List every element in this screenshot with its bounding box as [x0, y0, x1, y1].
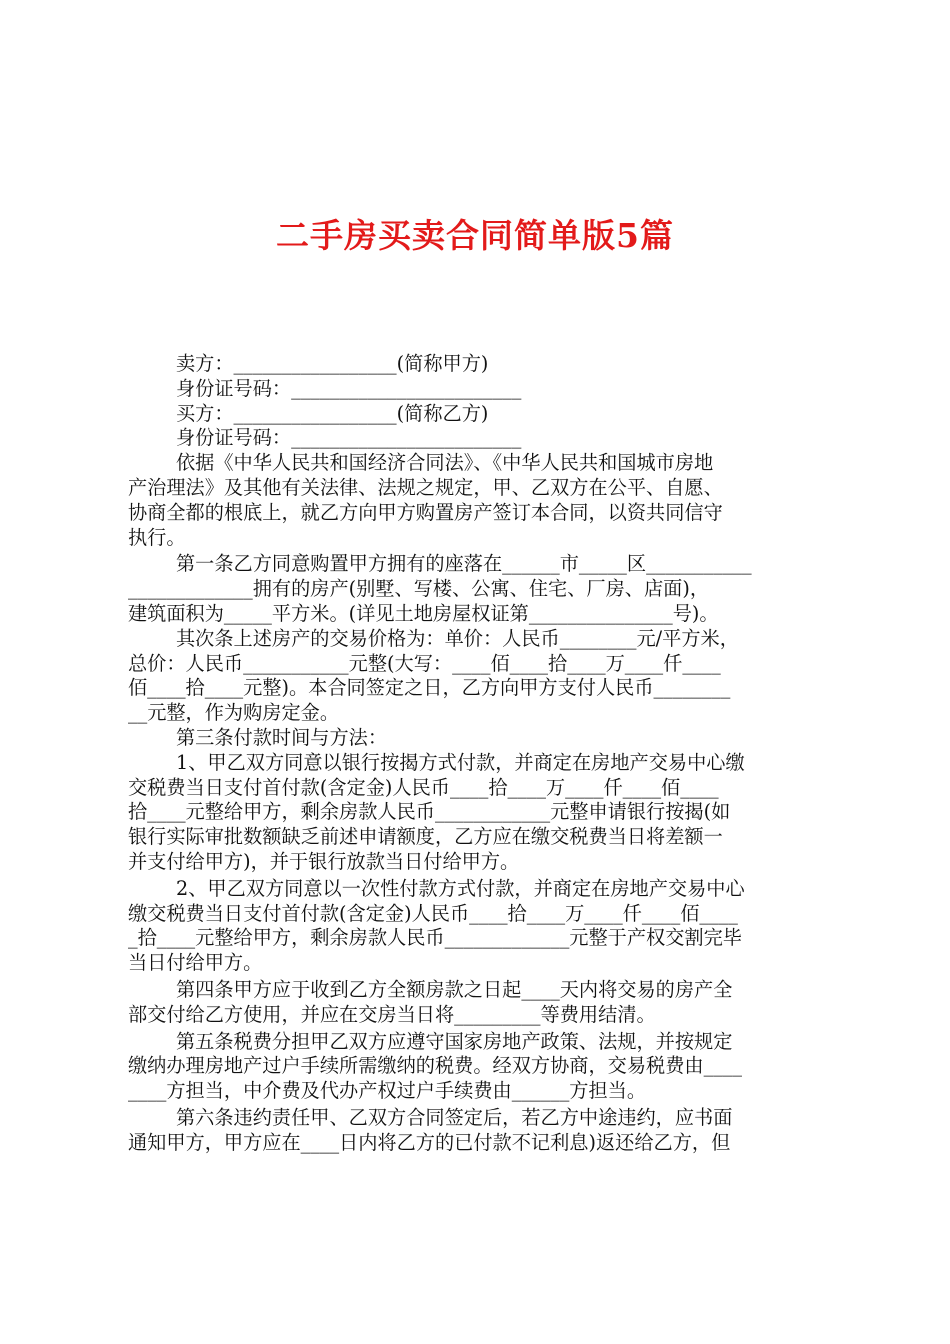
- preamble-line: 产治理法》及其他有关法律、法规之规定，甲、乙双方在公平、自愿、: [128, 475, 723, 499]
- article-5-line: ____方担当，中介费及代办产权过户手续费由______方担当。: [128, 1079, 647, 1103]
- article-2-line: 总价：人民币___________元整(大写：____佰____拾____万____仟____: [128, 651, 721, 675]
- article-3-item-2-line: 2、甲乙双方同意以一次性付款方式付款，并商定在房地产交易中心: [176, 876, 745, 900]
- article-6-line: 通知甲方，甲方应在____日内将乙方的已付款不记利息)返还给乙方，但: [128, 1130, 731, 1154]
- article-1-line: _____________拥有的房产(别墅、写楼、公寓、住宅、厂房、店面)，: [128, 577, 710, 601]
- article-3-item-1-line: 拾____元整给甲方，剩余房款人民币____________元整申请银行按揭(如: [128, 800, 731, 824]
- article-3-item-2-line: _拾____元整给甲方，剩余房款人民币_____________元整于产权交割完毕: [128, 926, 742, 950]
- article-6-line: 第六条违约责任甲、乙双方合同签定后，若乙方中途违约，应书面: [176, 1105, 733, 1129]
- preamble-line: 协商全都的根底上，就乙方向甲方购置房产签订本合同，以资共同信守: [128, 500, 723, 524]
- document-title: 二手房买卖合同简单版5篇: [276, 216, 674, 255]
- preamble-line: 依据《中华人民共和国经济合同法》、《中华人民共和国城市房地: [176, 451, 714, 475]
- article-1-line: 第一条乙方同意购置甲方拥有的座落在______市_____区___________: [176, 552, 752, 576]
- article-3-heading: 第三条付款时间与方法：: [176, 725, 388, 749]
- article-2-line: 佰____拾____元整)。本合同签定之日，乙方向甲方支付人民币________: [128, 676, 731, 700]
- article-3-item-1-line: 交税费当日支付首付款(含定金)人民币____拾____万____仟____佰____: [128, 775, 719, 799]
- article-3-item-1-line: 1、甲乙双方同意以银行按揭方式付款，并商定在房地产交易中心缴: [176, 750, 745, 774]
- article-5-line: 缴纳办理房地产过户手续所需缴纳的税费。经双方协商，交易税费由____: [128, 1054, 742, 1078]
- article-2-line: 其次条上述房产的交易价格为：单价：人民币________元/平方米，: [176, 626, 739, 650]
- article-3-item-1-line: 并支付给甲方)，并于银行放款当日付给甲方。: [128, 849, 520, 873]
- contract-body: [128, 352, 834, 1156]
- article-4-line: 部交付给乙方使用，并应在交房当日将_________等费用结清。: [128, 1002, 656, 1026]
- seller-id-line: 身份证号码：________________________: [176, 376, 522, 400]
- article-1-line: 建筑面积为_____平方米。(详见土地房屋权证第_______________号)。: [128, 601, 719, 625]
- buyer-id-line: 身份证号码：________________________: [176, 426, 522, 450]
- article-4-line: 第四条甲方应于收到乙方全额房款之日起____天内将交易的房产全: [176, 977, 733, 1001]
- article-2-line: __元整，作为购房定金。: [128, 701, 340, 725]
- seller-line: 卖方：_________________(简称甲方): [176, 352, 489, 375]
- article-3-item-2-line: 缴交税费当日支付首付款(含定金)人民币____拾____万____仟____佰____: [128, 901, 738, 925]
- article-3-item-2-line: 当日付给甲方。: [128, 951, 263, 975]
- article-3-item-1-line: 银行实际审批数额缺乏前述申请额度，乙方应在缴交税费当日将差额一: [128, 825, 723, 849]
- buyer-line: 买方：_________________(简称乙方): [176, 401, 489, 425]
- article-5-line: 第五条税费分担甲乙双方应遵守国家房地产政策、法规，并按规定: [176, 1029, 733, 1053]
- preamble-line: 执行。: [128, 525, 186, 549]
